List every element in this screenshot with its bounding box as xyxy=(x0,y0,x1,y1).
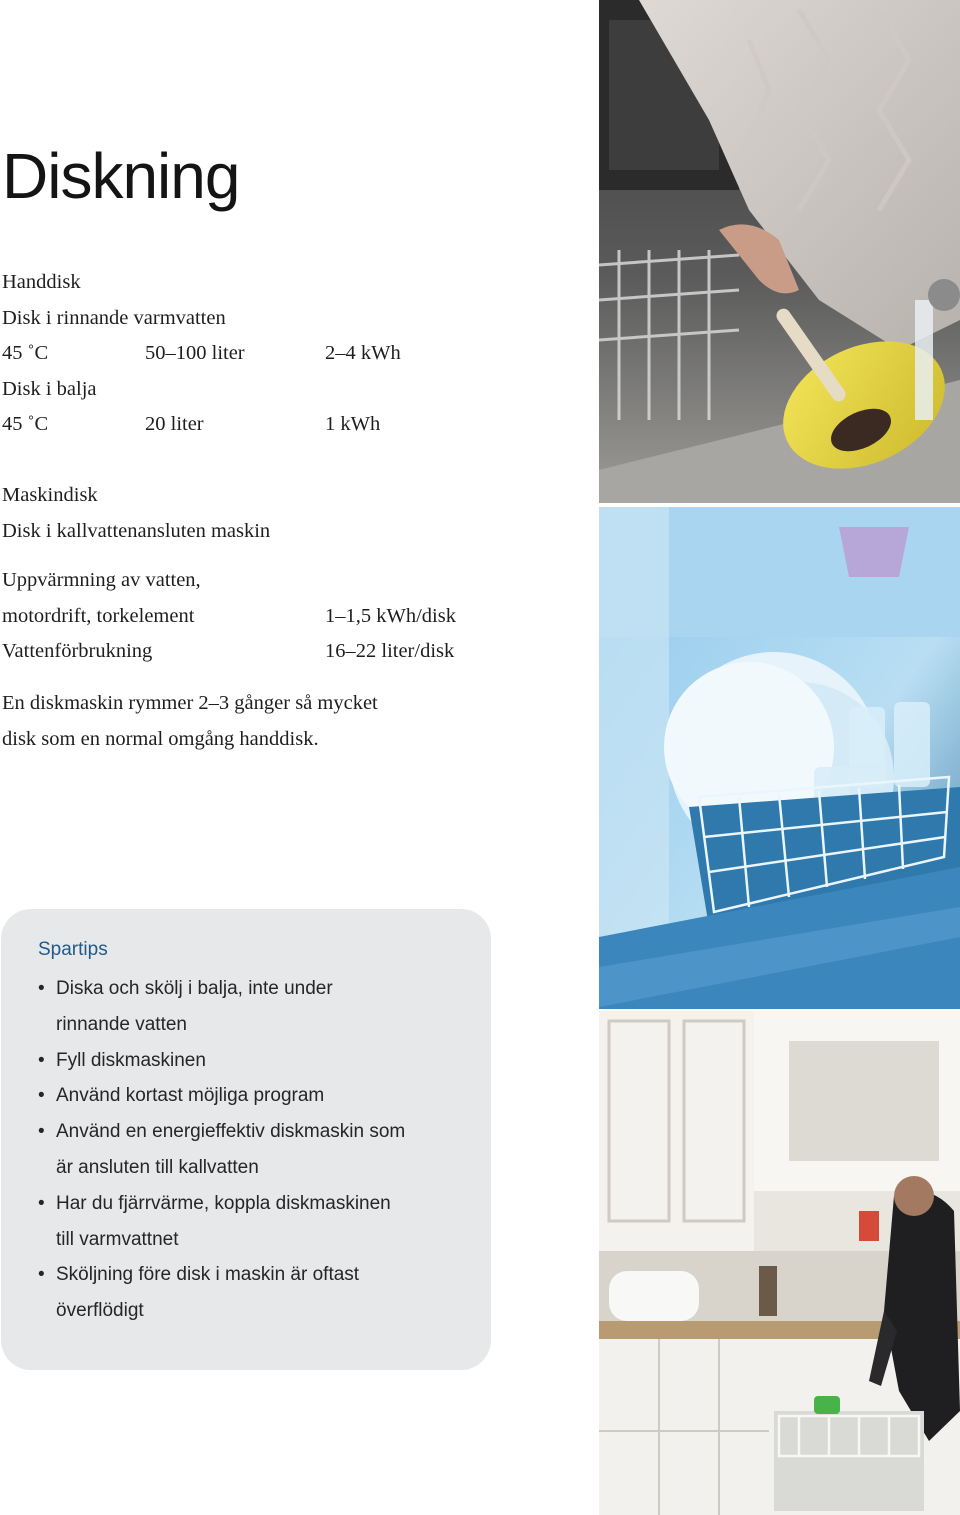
basin-row xyxy=(2,407,381,443)
bullet-icon: • xyxy=(38,1192,45,1214)
tip-line: är ansluten till kallvatten xyxy=(56,1156,259,1178)
bullet-icon: • xyxy=(38,1085,45,1107)
basin-temp: 45 ˚C xyxy=(2,413,49,435)
list-item xyxy=(38,1186,478,1258)
heating-value: 1–1,5 kWh/disk xyxy=(325,604,456,627)
tip-line: Använd kortast möjliga program xyxy=(56,1085,325,1107)
basin-energy: 1 kWh xyxy=(325,413,381,435)
running-temp: 45 ˚C xyxy=(2,342,49,364)
machine-consumption xyxy=(2,563,456,670)
note-line-2: disk som en normal omgång handdisk. xyxy=(2,727,319,750)
maskindisk-heading: Maskindisk xyxy=(2,484,98,506)
basin-label: Disk i balja xyxy=(2,377,97,400)
tip-line: Använd en energieffektiv diskmaskin som xyxy=(56,1121,406,1143)
heating-label-1: Uppvärmning av vatten, xyxy=(2,569,201,591)
tip-line: till varmvattnet xyxy=(56,1228,179,1250)
water-row xyxy=(2,634,455,670)
tip-line: överflödigt xyxy=(56,1300,144,1322)
list-item xyxy=(38,1078,478,1114)
maskindisk-section xyxy=(2,478,270,549)
list-item xyxy=(38,1114,478,1186)
bullet-icon: • xyxy=(38,1121,45,1143)
list-item xyxy=(38,971,478,1043)
tip-line: Fyll diskmaskinen xyxy=(56,1049,206,1071)
running-energy: 2–4 kWh xyxy=(325,342,401,364)
tips-list xyxy=(38,971,478,1329)
machine-label: Disk i kallvattenansluten maskin xyxy=(2,519,271,542)
bullet-icon: • xyxy=(38,1264,45,1286)
basin-volume: 20 liter xyxy=(145,413,204,435)
water-label: Vattenförbrukning xyxy=(2,640,153,662)
photo-dish-rack xyxy=(599,507,960,1009)
page-title: Diskning xyxy=(2,140,240,212)
bullet-icon: • xyxy=(38,1049,45,1071)
heating-label-2: motordrift, torkelement xyxy=(2,604,195,627)
handdisk-heading: Handdisk xyxy=(2,271,81,293)
running-volume: 50–100 liter xyxy=(145,342,245,364)
photo-hand-washing xyxy=(599,0,960,503)
list-item xyxy=(38,1043,478,1079)
tip-line: rinnande vatten xyxy=(56,1013,187,1035)
bullet-icon: • xyxy=(38,978,45,999)
note-line-1: En diskmaskin rymmer 2–3 gånger så mycket xyxy=(2,692,378,714)
running-water-label: Disk i rinnande varmvatten xyxy=(2,306,226,329)
running-water-row xyxy=(2,336,401,372)
tips-title: Spartips xyxy=(38,939,108,960)
list-item xyxy=(38,1257,478,1329)
water-value: 16–22 liter/disk xyxy=(325,640,455,662)
handdisk-section xyxy=(2,265,401,443)
heating-row xyxy=(2,599,456,635)
tip-line: Har du fjärrvärme, koppla diskmaskinen xyxy=(56,1192,391,1214)
tip-line: Diska och skölj i balja, inte under xyxy=(56,978,333,999)
photo-kitchen-dishwasher xyxy=(599,1011,960,1515)
tip-line: Sköljning före disk i maskin är oftast xyxy=(56,1264,360,1286)
capacity-note xyxy=(2,686,378,757)
